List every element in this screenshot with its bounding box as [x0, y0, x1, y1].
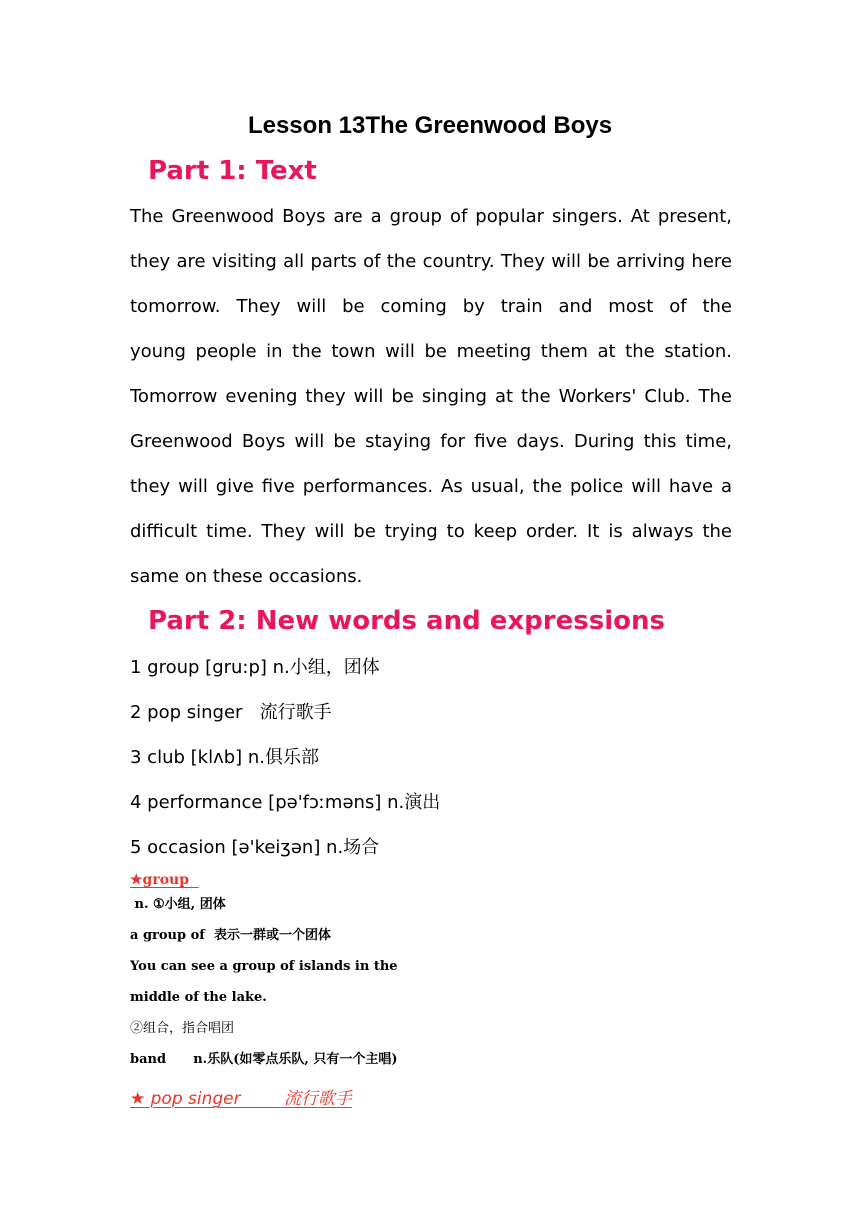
example-line-1: You can see a group of islands in the	[130, 959, 398, 974]
part-2-heading: Part 2: New words and expressions	[148, 606, 665, 636]
part-1-heading: Part 1: Text	[148, 156, 317, 186]
group-meaning-1: n. ①小组, 团体	[130, 897, 226, 912]
vocab-item: 1 group [gru:p] n.小组，团体	[130, 657, 380, 678]
pop-singer-note-heading: ★ pop singer 流行歌手	[130, 1089, 352, 1109]
text-line: Tomorrow evening they will be singing at the Workers' Club. The	[130, 386, 732, 407]
vocab-item: 3 club [klʌb] n.俱乐部	[130, 747, 320, 768]
text-line: same on these occasions.	[130, 566, 363, 587]
text-line: tomorrow. They will be coming by train and most of the	[130, 296, 732, 317]
vocab-item: 2 pop singer 流行歌手	[130, 702, 332, 723]
vocab-item: 5 occasion [ə'keiʒən] n.场合	[130, 837, 380, 858]
text-line: Greenwood Boys will be staying for five days. During this time,	[130, 431, 732, 452]
text-line: young people in the town will be meeting them at the station.	[130, 341, 732, 362]
phrase-note: a group of 表示一群或一个团体	[130, 928, 331, 943]
text-line: The Greenwood Boys are a group of popular singers. At present,	[130, 206, 732, 227]
example-line-2: middle of the lake.	[130, 990, 267, 1005]
group-meaning-2: ②组合，指合唱团	[130, 1021, 235, 1036]
text-line: they will give five performances. As usual, the police will have a	[130, 476, 732, 497]
vocab-item: 4 performance [pə'fɔːməns] n.演出	[130, 792, 441, 813]
text-line: difficult time. They will be trying to keep order. It is always the	[130, 521, 732, 542]
band-note: band n.乐队(如零点乐队, 只有一个主唱)	[130, 1052, 398, 1067]
text-line: they are visiting all parts of the country. They will be arriving here	[130, 251, 732, 272]
lesson-title: Lesson 13The Greenwood Boys	[247, 112, 613, 139]
group-note-heading: ★group	[130, 872, 199, 888]
